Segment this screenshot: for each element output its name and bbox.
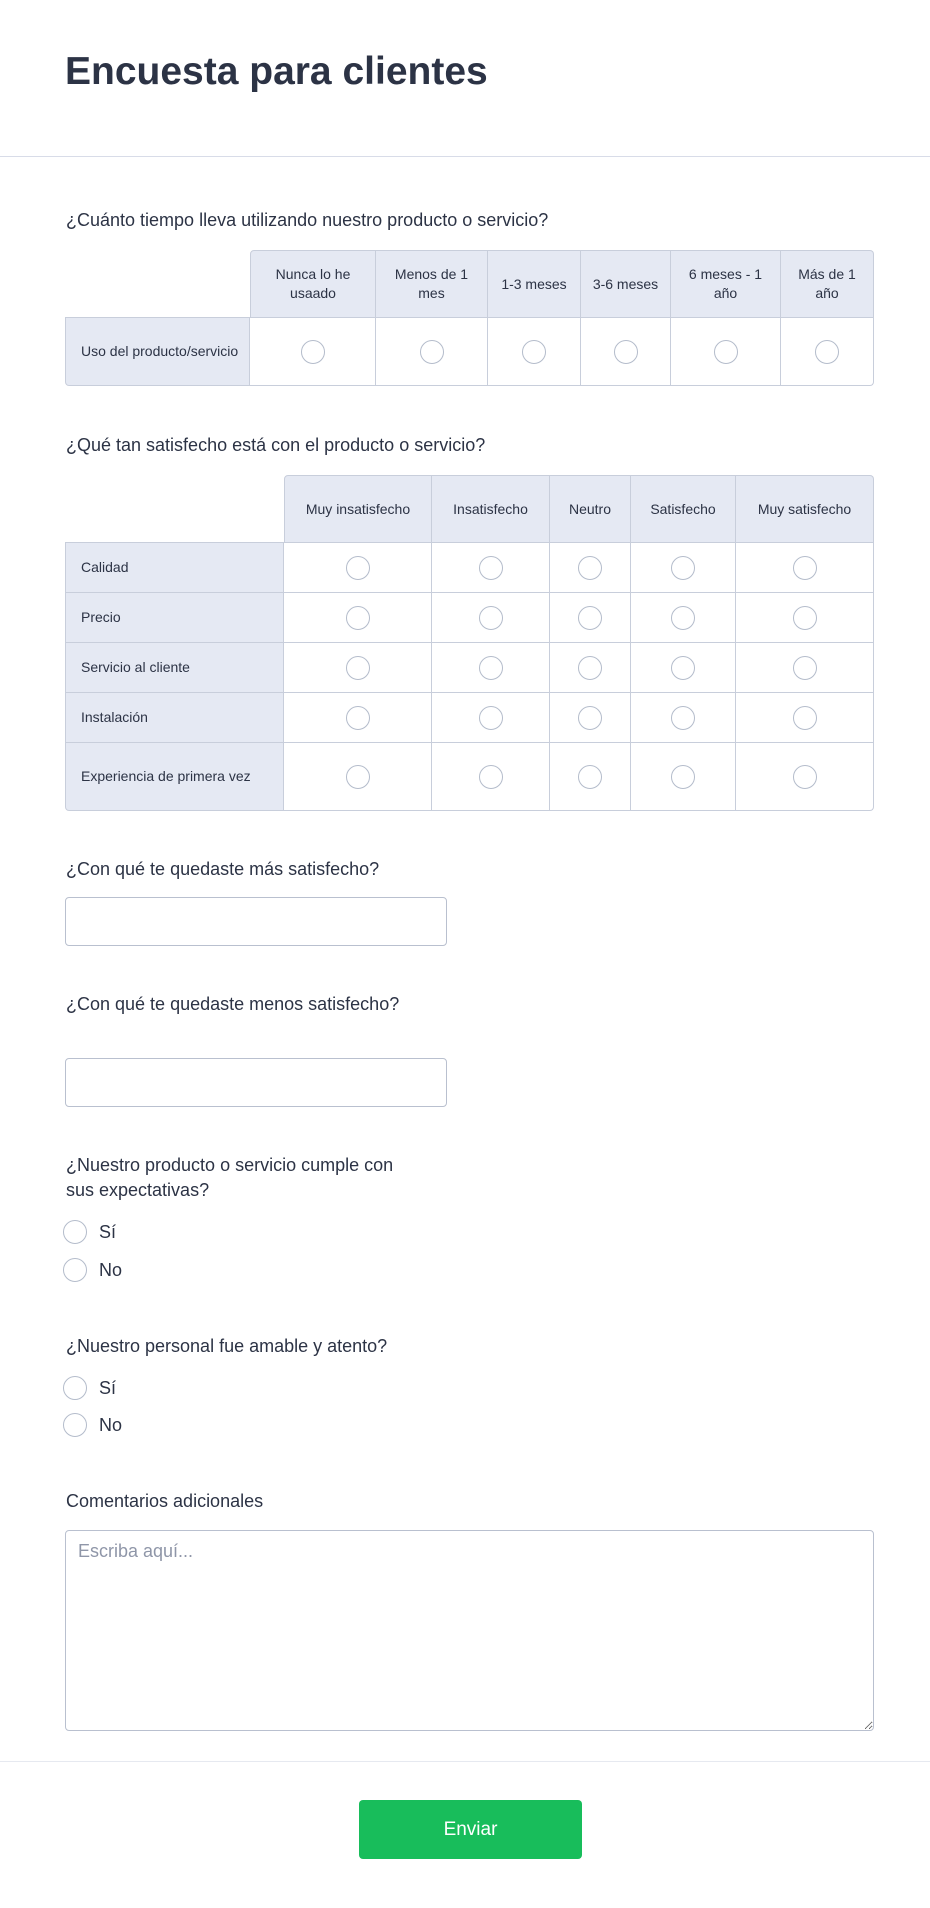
radio-button[interactable] (671, 656, 695, 680)
matrix-cell[interactable] (631, 593, 736, 643)
matrix-cell[interactable] (736, 693, 874, 743)
matrix-cell[interactable] (432, 743, 550, 811)
q5-option-no[interactable]: No (63, 1258, 122, 1282)
matrix-cell[interactable] (376, 318, 488, 386)
row-label: Instalación (65, 693, 284, 743)
footer-divider (0, 1761, 930, 1762)
matrix-cell[interactable] (250, 318, 376, 386)
matrix-row (65, 743, 874, 811)
header-divider (0, 156, 930, 157)
matrix-cell[interactable] (432, 593, 550, 643)
least-satisfied-input[interactable] (65, 1058, 447, 1107)
matrix-cell[interactable] (631, 643, 736, 693)
matrix-cell[interactable] (550, 543, 631, 593)
most-satisfied-input[interactable] (65, 897, 447, 946)
matrix-cell[interactable] (432, 693, 550, 743)
q5-label: ¿Nuestro producto o servicio cumple con sus expectativas? (66, 1155, 394, 1200)
q1-label: ¿Cuánto tiempo lleva utilizando nuestro producto o servicio? (66, 210, 549, 230)
radio-button[interactable] (346, 765, 370, 789)
radio-button[interactable] (63, 1220, 87, 1244)
column-header: Insatisfecho (432, 475, 550, 543)
radio-button[interactable] (671, 706, 695, 730)
radio-button[interactable] (793, 706, 817, 730)
q6-option-no[interactable]: No (63, 1413, 122, 1437)
matrix-cell[interactable] (631, 693, 736, 743)
radio-button[interactable] (301, 340, 325, 364)
matrix-cell[interactable] (550, 643, 631, 693)
radio-button[interactable] (614, 340, 638, 364)
radio-button[interactable] (420, 340, 444, 364)
matrix-cell[interactable] (284, 743, 432, 811)
column-header: 1-3 meses (488, 250, 581, 318)
matrix-cell[interactable] (488, 318, 581, 386)
radio-button[interactable] (346, 556, 370, 580)
radio-button[interactable] (793, 556, 817, 580)
radio-button[interactable] (479, 706, 503, 730)
row-label: Servicio al cliente (65, 643, 284, 693)
submit-button[interactable]: Enviar (359, 1800, 582, 1859)
q2-matrix (65, 475, 874, 811)
matrix-cell[interactable] (284, 693, 432, 743)
matrix-cell[interactable] (284, 543, 432, 593)
radio-button[interactable] (578, 765, 602, 789)
matrix-cell[interactable] (284, 593, 432, 643)
q6-label: ¿Nuestro personal fue amable y atento? (66, 1336, 388, 1356)
q5-option-si[interactable]: Sí (63, 1220, 116, 1244)
q6-option-si[interactable]: Sí (63, 1376, 116, 1400)
row-label: Calidad (65, 543, 284, 593)
radio-button[interactable] (578, 656, 602, 680)
radio-button[interactable] (63, 1376, 87, 1400)
matrix-cell[interactable] (736, 593, 874, 643)
column-header: Neutro (550, 475, 631, 543)
matrix-cell[interactable] (581, 318, 671, 386)
radio-button[interactable] (793, 765, 817, 789)
row-label: Precio (65, 593, 284, 643)
column-header: Muy insatisfecho (284, 475, 432, 543)
matrix-cell[interactable] (550, 693, 631, 743)
matrix-row (65, 318, 874, 386)
column-header: Satisfecho (631, 475, 736, 543)
radio-button[interactable] (578, 606, 602, 630)
matrix-cell[interactable] (284, 643, 432, 693)
radio-button[interactable] (671, 606, 695, 630)
matrix-row (65, 643, 874, 693)
page-title: Encuesta para clientes (65, 50, 488, 93)
radio-button[interactable] (793, 656, 817, 680)
q4-label: ¿Con qué te quedaste menos satisfecho? (66, 994, 400, 1014)
matrix-cell[interactable] (550, 593, 631, 643)
q1-matrix (65, 250, 874, 386)
matrix-cell[interactable] (432, 543, 550, 593)
matrix-cell[interactable] (781, 318, 874, 386)
column-header: Más de 1 año (781, 250, 874, 318)
matrix-row (65, 693, 874, 743)
radio-button[interactable] (479, 765, 503, 789)
q2-label: ¿Qué tan satisfecho está con el producto o servicio? (66, 435, 486, 455)
radio-button[interactable] (815, 340, 839, 364)
radio-button[interactable] (63, 1258, 87, 1282)
matrix-row (65, 543, 874, 593)
row-label: Uso del producto/servicio (65, 318, 250, 386)
column-header: 6 meses - 1 año (671, 250, 781, 318)
comments-textarea[interactable] (65, 1530, 874, 1731)
radio-button[interactable] (671, 556, 695, 580)
radio-button[interactable] (671, 765, 695, 789)
matrix-cell[interactable] (432, 643, 550, 693)
column-header: Nunca lo he usaado (250, 250, 376, 318)
row-label: Experiencia de primera vez (65, 743, 284, 811)
radio-button[interactable] (479, 656, 503, 680)
matrix-corner (65, 475, 284, 543)
radio-button[interactable] (578, 556, 602, 580)
matrix-cell[interactable] (631, 543, 736, 593)
q3-label: ¿Con qué te quedaste más satisfecho? (66, 859, 380, 879)
radio-button[interactable] (479, 606, 503, 630)
matrix-cell[interactable] (671, 318, 781, 386)
column-header: Muy satisfecho (736, 475, 874, 543)
radio-button[interactable] (346, 706, 370, 730)
column-header: 3-6 meses (581, 250, 671, 318)
matrix-corner (65, 250, 250, 318)
matrix-cell[interactable] (550, 743, 631, 811)
comments-label: Comentarios adicionales (66, 1491, 264, 1511)
radio-button[interactable] (793, 606, 817, 630)
radio-button[interactable] (479, 556, 503, 580)
matrix-cell[interactable] (736, 543, 874, 593)
matrix-cell[interactable] (736, 743, 874, 811)
radio-button[interactable] (714, 340, 738, 364)
radio-button[interactable] (346, 656, 370, 680)
matrix-row (65, 593, 874, 643)
radio-button[interactable] (522, 340, 546, 364)
column-header: Menos de 1 mes (376, 250, 488, 318)
radio-button[interactable] (578, 706, 602, 730)
matrix-cell[interactable] (736, 643, 874, 693)
radio-button[interactable] (346, 606, 370, 630)
matrix-cell[interactable] (631, 743, 736, 811)
radio-button[interactable] (63, 1413, 87, 1437)
